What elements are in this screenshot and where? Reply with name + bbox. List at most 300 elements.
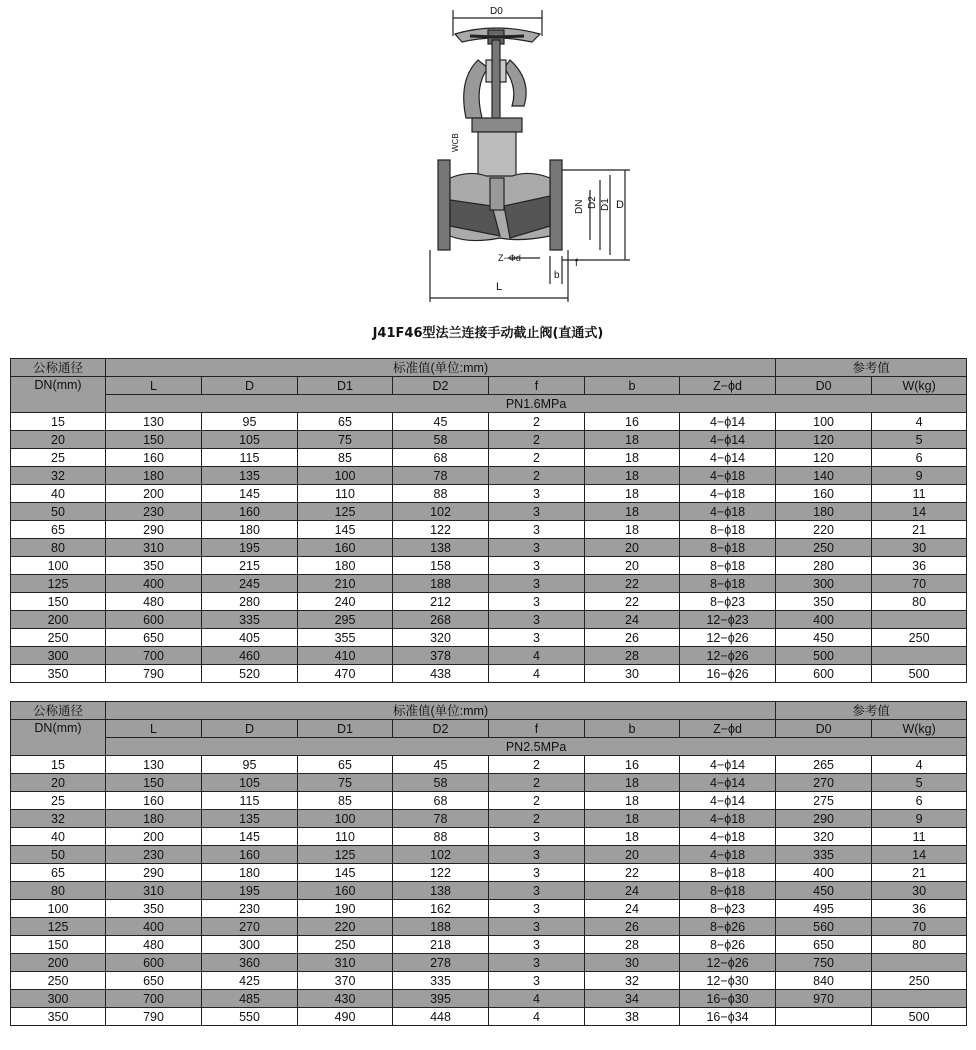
label-b: b	[554, 270, 560, 281]
label-wcb: WCB	[451, 133, 460, 152]
table-row	[11, 629, 967, 647]
table-cell: 180	[298, 557, 393, 575]
table-cell: 2	[489, 467, 585, 485]
table-cell: 15	[11, 756, 106, 774]
table-cell: 70	[872, 575, 967, 593]
table-cell: 130	[106, 413, 202, 431]
table-cell: 25	[11, 792, 106, 810]
table-cell: 21	[872, 864, 967, 882]
table-cell: 2	[489, 756, 585, 774]
header-standard: 标准值(单位:mm)	[106, 359, 776, 377]
table-cell: 30	[872, 882, 967, 900]
table-cell: 160	[298, 882, 393, 900]
table-cell: 3	[489, 629, 585, 647]
table-cell: 520	[202, 665, 298, 683]
table-cell: 350	[11, 1008, 106, 1026]
table-cell: 22	[585, 864, 680, 882]
table-cell: 14	[872, 503, 967, 521]
spec-table-pn25	[10, 701, 967, 1026]
table-cell: 320	[393, 629, 489, 647]
table-cell: 180	[106, 467, 202, 485]
table-cell: 4−ϕ14	[680, 413, 776, 431]
table-body	[11, 756, 967, 1026]
table-cell: 370	[298, 972, 393, 990]
table-cell: 278	[393, 954, 489, 972]
table-cell: 360	[202, 954, 298, 972]
table-cell: 600	[106, 611, 202, 629]
table-cell: 180	[776, 503, 872, 521]
table-row	[11, 972, 967, 990]
table-cell: 50	[11, 846, 106, 864]
table-cell: 650	[106, 972, 202, 990]
header-col: Z−ϕd	[680, 377, 776, 395]
table-cell: 18	[585, 521, 680, 539]
table-cell: 3	[489, 846, 585, 864]
table-cell: 195	[202, 882, 298, 900]
table-cell: 125	[298, 503, 393, 521]
table-cell: 250	[776, 539, 872, 557]
spec-table-pn16	[10, 358, 967, 683]
table-cell: 21	[872, 521, 967, 539]
table-cell: 3	[489, 936, 585, 954]
table-cell: 75	[298, 774, 393, 792]
table-cell: 8−ϕ18	[680, 575, 776, 593]
table-cell: 20	[585, 539, 680, 557]
table-cell: 150	[11, 593, 106, 611]
table-cell: 16	[585, 756, 680, 774]
table-cell: 460	[202, 647, 298, 665]
table-cell: 80	[872, 593, 967, 611]
table-cell: 150	[106, 431, 202, 449]
table-row	[11, 485, 967, 503]
table-cell: 68	[393, 449, 489, 467]
table-cell: 22	[585, 593, 680, 611]
header-standard: 标准值(单位:mm)	[106, 702, 776, 720]
table-cell: 30	[585, 665, 680, 683]
table-cell: 400	[106, 575, 202, 593]
table-cell: 200	[106, 828, 202, 846]
table-cell: 145	[202, 828, 298, 846]
table-cell: 180	[106, 810, 202, 828]
table-cell: 26	[585, 629, 680, 647]
table-cell: 300	[11, 647, 106, 665]
table-cell: 88	[393, 485, 489, 503]
table-cell	[776, 1008, 872, 1026]
table-cell: 4	[489, 665, 585, 683]
table-cell: 8−ϕ26	[680, 936, 776, 954]
label-d2: D2	[587, 196, 598, 209]
table-cell: 122	[393, 864, 489, 882]
table-cell: 95	[202, 413, 298, 431]
table-cell: 480	[106, 593, 202, 611]
table-cell: 65	[298, 413, 393, 431]
table-cell: 160	[202, 503, 298, 521]
table-cell: 162	[393, 900, 489, 918]
table-cell: 970	[776, 990, 872, 1008]
table-cell: 3	[489, 954, 585, 972]
table-cell: 500	[776, 647, 872, 665]
table-cell: 3	[489, 972, 585, 990]
table-cell: 3	[489, 918, 585, 936]
table-cell: 130	[106, 756, 202, 774]
table-cell: 3	[489, 864, 585, 882]
table-cell: 215	[202, 557, 298, 575]
table-row	[11, 503, 967, 521]
table-cell: 180	[202, 864, 298, 882]
table-cell: 650	[776, 936, 872, 954]
table-row	[11, 575, 967, 593]
table-cell: 8−ϕ18	[680, 557, 776, 575]
table-cell: 8−ϕ18	[680, 539, 776, 557]
table-cell: 18	[585, 485, 680, 503]
table-cell: 18	[585, 503, 680, 521]
table-cell: 4−ϕ14	[680, 792, 776, 810]
table-cell: 20	[11, 774, 106, 792]
table-cell: 145	[202, 485, 298, 503]
page-title: J41F46型法兰连接手动截止阀(直通式)	[372, 326, 604, 341]
table-cell: 3	[489, 593, 585, 611]
table-cell: 45	[393, 756, 489, 774]
header-pressure: PN2.5MPa	[106, 738, 967, 756]
table-cell: 122	[393, 521, 489, 539]
table-cell: 135	[202, 810, 298, 828]
table-cell: 310	[298, 954, 393, 972]
table-cell: 3	[489, 882, 585, 900]
table-cell: 400	[106, 918, 202, 936]
table-cell: 28	[585, 647, 680, 665]
table-cell: 270	[776, 774, 872, 792]
table-cell: 40	[11, 485, 106, 503]
table-cell: 250	[872, 972, 967, 990]
table-cell: 4−ϕ14	[680, 449, 776, 467]
table-cell: 210	[298, 575, 393, 593]
table-cell: 115	[202, 449, 298, 467]
table-row	[11, 756, 967, 774]
table-cell: 105	[202, 774, 298, 792]
table-cell: 115	[202, 792, 298, 810]
header-pressure: PN1.6MPa	[106, 395, 967, 413]
table-cell: 430	[298, 990, 393, 1008]
table-cell: 2	[489, 810, 585, 828]
table-cell: 470	[298, 665, 393, 683]
table-cell: 438	[393, 665, 489, 683]
header-col: L	[106, 377, 202, 395]
table-cell: 560	[776, 918, 872, 936]
header-col: W(kg)	[872, 720, 967, 738]
label-dn: DN	[574, 199, 585, 214]
table-cell: 300	[11, 990, 106, 1008]
table-cell: 290	[106, 521, 202, 539]
table-cell: 240	[298, 593, 393, 611]
table-cell: 25	[11, 449, 106, 467]
table-cell: 85	[298, 792, 393, 810]
table-cell: 350	[106, 900, 202, 918]
table-cell: 105	[202, 431, 298, 449]
table-cell: 4	[489, 990, 585, 1008]
table-cell: 350	[11, 665, 106, 683]
table-cell: 120	[776, 449, 872, 467]
table-row	[11, 1008, 967, 1026]
table-cell: 3	[489, 539, 585, 557]
table-body	[11, 413, 967, 683]
table-cell: 45	[393, 413, 489, 431]
table-cell: 310	[106, 539, 202, 557]
table-cell: 550	[202, 1008, 298, 1026]
table-cell: 160	[202, 846, 298, 864]
table-cell: 3	[489, 575, 585, 593]
table-cell: 350	[776, 593, 872, 611]
table-cell: 24	[585, 882, 680, 900]
table-cell: 400	[776, 611, 872, 629]
table-cell: 9	[872, 467, 967, 485]
table-cell: 270	[202, 918, 298, 936]
header-col: D0	[776, 377, 872, 395]
label-d0: D0	[490, 6, 503, 17]
dim-bottom	[430, 250, 578, 302]
table-cell: 400	[776, 864, 872, 882]
table-cell: 700	[106, 990, 202, 1008]
table-cell: 4−ϕ18	[680, 503, 776, 521]
table-cell: 220	[776, 521, 872, 539]
table-cell: 18	[585, 828, 680, 846]
table-cell: 335	[393, 972, 489, 990]
table-cell: 125	[11, 918, 106, 936]
header-col: f	[489, 720, 585, 738]
table-cell: 85	[298, 449, 393, 467]
table-cell: 3	[489, 485, 585, 503]
table-cell: 32	[585, 972, 680, 990]
table-cell: 36	[872, 557, 967, 575]
header-col: b	[585, 720, 680, 738]
table-cell: 300	[202, 936, 298, 954]
table-cell: 16−ϕ34	[680, 1008, 776, 1026]
header-col: L	[106, 720, 202, 738]
table-cell: 28	[585, 936, 680, 954]
table-cell: 250	[11, 972, 106, 990]
table-cell: 8−ϕ18	[680, 864, 776, 882]
table-cell: 18	[585, 467, 680, 485]
table-cell: 5	[872, 431, 967, 449]
table-cell: 4	[489, 1008, 585, 1026]
table-cell: 212	[393, 593, 489, 611]
table-cell: 12−ϕ30	[680, 972, 776, 990]
table-cell: 160	[106, 449, 202, 467]
table-cell: 245	[202, 575, 298, 593]
table-cell: 18	[585, 774, 680, 792]
table-cell: 18	[585, 431, 680, 449]
header-col: D0	[776, 720, 872, 738]
table-cell: 16−ϕ30	[680, 990, 776, 1008]
table-cell: 120	[776, 431, 872, 449]
table-cell: 160	[776, 485, 872, 503]
table-cell: 58	[393, 774, 489, 792]
table-row	[11, 467, 967, 485]
table-cell: 95	[202, 756, 298, 774]
table-cell: 102	[393, 846, 489, 864]
table-row	[11, 647, 967, 665]
table-cell	[872, 990, 967, 1008]
table-cell: 4−ϕ14	[680, 756, 776, 774]
table-cell: 180	[202, 521, 298, 539]
table-cell: 2	[489, 449, 585, 467]
table-cell: 158	[393, 557, 489, 575]
table-cell: 11	[872, 828, 967, 846]
table-cell: 750	[776, 954, 872, 972]
table-cell: 600	[106, 954, 202, 972]
header-dn: DN(mm)	[11, 720, 106, 756]
table-cell: 405	[202, 629, 298, 647]
table-cell: 250	[298, 936, 393, 954]
table-cell: 250	[872, 629, 967, 647]
table-cell: 2	[489, 413, 585, 431]
table-cell: 80	[11, 539, 106, 557]
table-cell: 3	[489, 503, 585, 521]
table-cell: 9	[872, 810, 967, 828]
table-cell	[872, 954, 967, 972]
table-cell: 102	[393, 503, 489, 521]
table-cell: 230	[106, 846, 202, 864]
table-row	[11, 918, 967, 936]
label-f: f	[575, 258, 578, 269]
table-row	[11, 990, 967, 1008]
table-cell: 4−ϕ14	[680, 774, 776, 792]
table-cell: 2	[489, 774, 585, 792]
table-cell: 350	[106, 557, 202, 575]
table-cell: 38	[585, 1008, 680, 1026]
table-cell: 20	[585, 557, 680, 575]
table-cell: 335	[202, 611, 298, 629]
header-col: W(kg)	[872, 377, 967, 395]
table-cell: 4−ϕ18	[680, 810, 776, 828]
table-cell: 200	[11, 611, 106, 629]
table-cell: 160	[106, 792, 202, 810]
table-row	[11, 431, 967, 449]
table-cell: 8−ϕ23	[680, 593, 776, 611]
table-cell: 500	[872, 1008, 967, 1026]
table-cell: 2	[489, 431, 585, 449]
table-cell: 188	[393, 918, 489, 936]
table-cell: 4−ϕ18	[680, 846, 776, 864]
table-row	[11, 611, 967, 629]
table-cell: 135	[202, 467, 298, 485]
yoke	[451, 40, 526, 178]
table-cell: 50	[11, 503, 106, 521]
table-cell: 160	[298, 539, 393, 557]
table-cell: 32	[11, 810, 106, 828]
table-cell: 4−ϕ18	[680, 828, 776, 846]
table-row	[11, 792, 967, 810]
table-cell: 650	[106, 629, 202, 647]
table-cell: 110	[298, 828, 393, 846]
table-cell: 230	[106, 503, 202, 521]
table-cell: 700	[106, 647, 202, 665]
table-cell: 34	[585, 990, 680, 1008]
table-cell: 16	[585, 413, 680, 431]
table-cell: 4−ϕ14	[680, 431, 776, 449]
table-row	[11, 665, 967, 683]
header-nominal: 公称通径	[11, 359, 106, 377]
table-row	[11, 864, 967, 882]
table-cell	[872, 611, 967, 629]
table-cell: 290	[106, 864, 202, 882]
table-cell: 4−ϕ18	[680, 467, 776, 485]
header-ref: 参考值	[776, 702, 967, 720]
table-cell: 78	[393, 810, 489, 828]
table-cell: 230	[202, 900, 298, 918]
table-row	[11, 413, 967, 431]
table-cell: 24	[585, 611, 680, 629]
table-cell: 600	[776, 665, 872, 683]
table-cell: 78	[393, 467, 489, 485]
table-cell: 4	[872, 413, 967, 431]
table-row	[11, 557, 967, 575]
table-cell: 3	[489, 828, 585, 846]
table-cell: 22	[585, 575, 680, 593]
table-cell: 150	[11, 936, 106, 954]
table-cell: 840	[776, 972, 872, 990]
table-cell: 300	[776, 575, 872, 593]
table-cell: 145	[298, 521, 393, 539]
table-cell: 190	[298, 900, 393, 918]
table-cell: 290	[776, 810, 872, 828]
table-cell: 3	[489, 900, 585, 918]
label-d: D	[616, 199, 624, 211]
table-cell: 2	[489, 792, 585, 810]
table-cell: 40	[11, 828, 106, 846]
table-cell: 145	[298, 864, 393, 882]
table-cell: 3	[489, 557, 585, 575]
table-cell: 495	[776, 900, 872, 918]
table-cell: 70	[872, 918, 967, 936]
table-cell: 24	[585, 900, 680, 918]
table-cell: 12−ϕ26	[680, 647, 776, 665]
table-cell: 68	[393, 792, 489, 810]
header-col: b	[585, 377, 680, 395]
table-cell: 200	[106, 485, 202, 503]
table-cell: 30	[872, 539, 967, 557]
table-cell: 310	[106, 882, 202, 900]
table-row	[11, 882, 967, 900]
table-cell: 268	[393, 611, 489, 629]
header-dn: DN(mm)	[11, 377, 106, 413]
table-cell: 100	[11, 557, 106, 575]
table-cell: 6	[872, 792, 967, 810]
table-cell: 335	[776, 846, 872, 864]
table-cell: 4	[489, 647, 585, 665]
header-col: D1	[298, 377, 393, 395]
table-cell: 18	[585, 810, 680, 828]
label-d1: D1	[600, 198, 611, 211]
table-cell: 395	[393, 990, 489, 1008]
table-cell: 188	[393, 575, 489, 593]
table-cell: 295	[298, 611, 393, 629]
table-cell: 18	[585, 449, 680, 467]
table-cell: 80	[872, 936, 967, 954]
table-cell: 265	[776, 756, 872, 774]
table-cell: 500	[872, 665, 967, 683]
table-cell: 3	[489, 611, 585, 629]
table-cell: 125	[11, 575, 106, 593]
table-cell: 16−ϕ26	[680, 665, 776, 683]
dim-right	[562, 170, 630, 260]
table-cell: 490	[298, 1008, 393, 1026]
table-cell: 4−ϕ18	[680, 485, 776, 503]
table-cell: 8−ϕ23	[680, 900, 776, 918]
table-cell: 138	[393, 539, 489, 557]
header-col: D2	[393, 720, 489, 738]
table-row	[11, 774, 967, 792]
table-cell: 450	[776, 882, 872, 900]
